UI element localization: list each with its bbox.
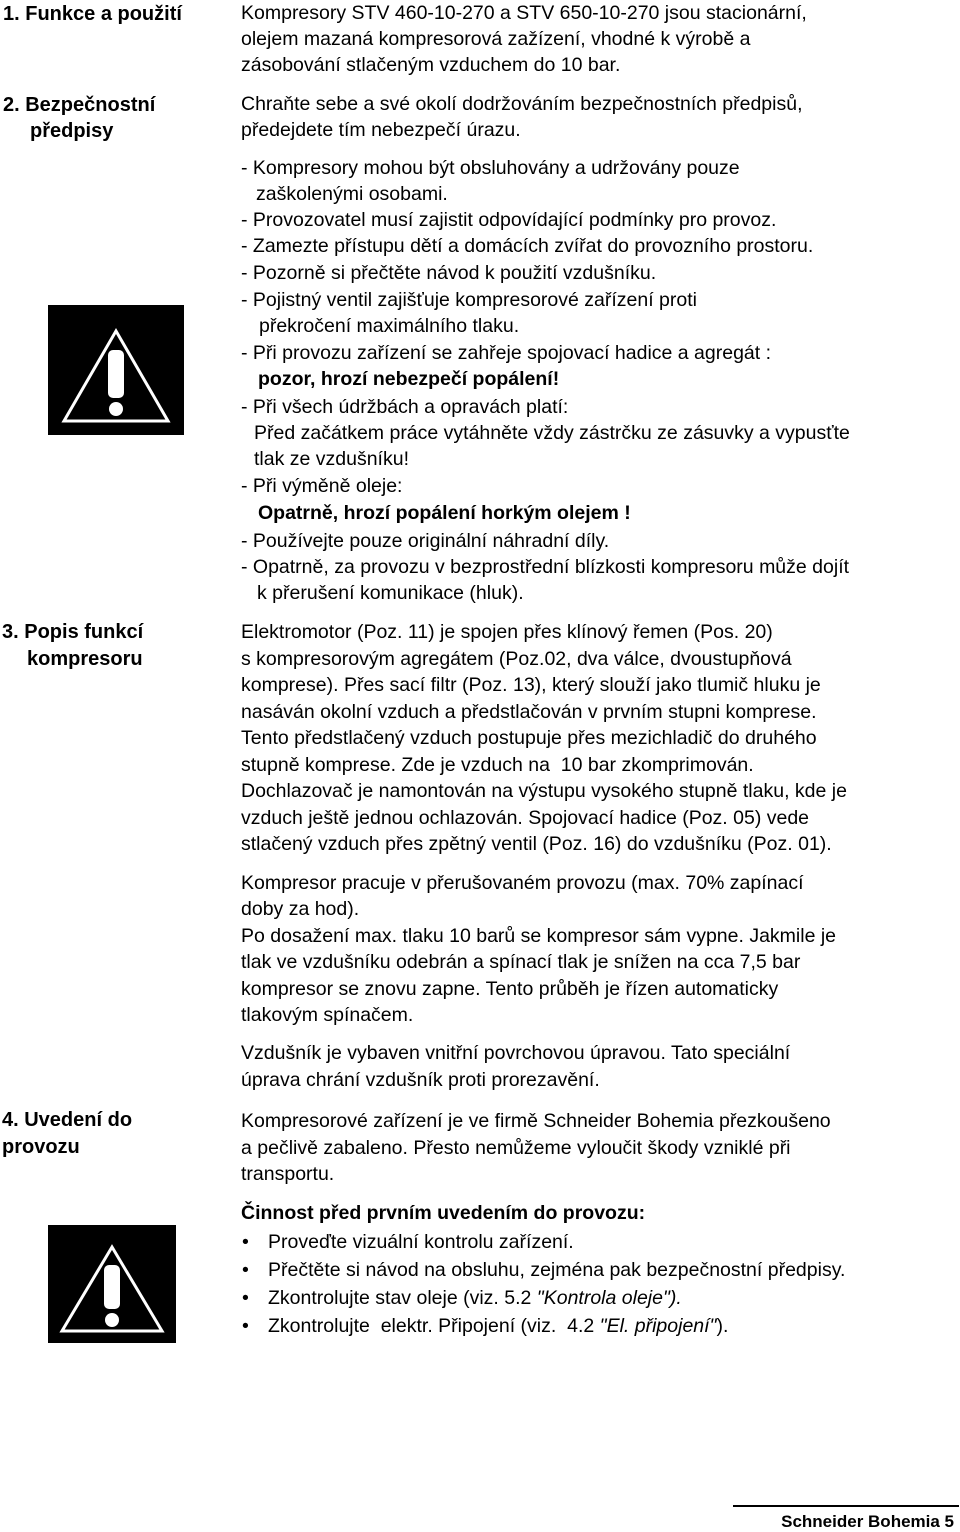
s2-warning-bold: Opatrně, hrozí popálení horkým olejem ! [258, 502, 631, 524]
s4-p1-line: Kompresorové zařízení je ve firmě Schneider Bohemia přezkoušeno [241, 1110, 831, 1132]
section-2-title-line2: předpisy [30, 120, 114, 142]
s3-p1-line: stupně komprese. Zde je vzduch na 10 bar zkomprimován. [241, 754, 754, 776]
s4-bullet-reference: "Kontrola oleje"). [536, 1287, 682, 1309]
s2-warning-bold: pozor, hrozí nebezpečí popálení! [258, 368, 560, 390]
s4-p1-line: a pečlivě zabaleno. Přesto nemůžeme vyloučit škody vzniklé při [241, 1137, 791, 1159]
s4-bullet-text: Zkontrolujte elektr. Připojení (viz. 4.2 [268, 1315, 600, 1337]
s2-intro-line: Chraňte sebe a své okolí dodržováním bezpečnostních předpisů, [241, 93, 803, 115]
s1-line: zásobování stlačeným vzduchem do 10 bar. [241, 54, 621, 76]
s1-line: olejem mazaná kompresorová zažízení, vhodné k výrobě a [241, 28, 751, 50]
section-4-title-line1: 4. Uvedení do [2, 1109, 133, 1131]
s2-item: - Při výměně oleje: [241, 475, 403, 497]
section-3-title-line1: 3. Popis funkcí [2, 621, 144, 643]
s2-item-cont: zaškolenými osobami. [256, 183, 448, 205]
s2-item-cont: Před začátkem práce vytáhněte vždy zástrčku ze zásuvky a vypusťte [254, 422, 850, 444]
s2-intro-line: předejdete tím nebezpečí úrazu. [241, 119, 521, 141]
s3-p2-line: Kompresor pracuje v přerušovaném provozu (max. 70% zapínací [241, 872, 804, 894]
s2-item: - Pozorně si přečtěte návod k použití vzdušníku. [241, 262, 657, 284]
s2-item: - Zamezte přístupu dětí a domácích zvířat do provozního prostoru. [241, 235, 814, 257]
s3-p2-line: tlakovým spínačem. [241, 1004, 414, 1026]
s1-line: Kompresory STV 460-10-270 a STV 650-10-270 jsou stacionární, [241, 2, 807, 24]
s2-item: - Opatrně, za provozu v bezprostřední blízkosti kompresoru může dojít [241, 556, 850, 578]
s2-item-cont: k přerušení komunikace (hluk). [257, 582, 524, 604]
s4-p1-line: transportu. [241, 1163, 335, 1185]
s2-item: - Používejte pouze originální náhradní díly. [241, 530, 610, 552]
s3-p1-line: stlačený vzduch přes zpětný ventil (Poz. 16) do vzdušníku (Poz. 01). [241, 833, 832, 855]
section-3-title-line2: kompresoru [27, 648, 143, 670]
s3-p1-line: Dochlazovač je namontován na výstupu vysokého stupně tlaku, kde je [241, 780, 847, 802]
s3-p3-line: úprava chrání vzdušník proti prorezavění. [241, 1069, 600, 1091]
s3-p2-line: kompresor se znovu zapne. Tento průběh je řízen automaticky [241, 978, 779, 1000]
section-2-title-line1: 2. Bezpečnostní [3, 94, 156, 116]
s3-p1-line: nasáván okolní vzduch a předstlačován v prvním stupni komprese. [241, 701, 817, 723]
s4-bullet-item: Přečtěte si návod na obsluhu, zejména pak bezpečnostní předpisy. [268, 1259, 846, 1281]
s3-p3-line: Vzdušník je vybaven vnitřní povrchovou úpravou. Tato speciální [241, 1042, 791, 1064]
page-footer: Schneider Bohemia 5 [781, 1512, 954, 1531]
warning-triangle-icon [48, 1225, 176, 1343]
s2-item: - Pojistný ventil zajišťuje kompresorové zařízení proti [241, 289, 697, 311]
bullet-marker: • [242, 1287, 249, 1309]
s2-item: - Při provozu zařízení se zahřeje spojovací hadice a agregát : [241, 342, 772, 364]
section-4-title-line2: provozu [2, 1136, 80, 1158]
s2-item: - Kompresory mohou být obsluhovány a udržovány pouze [241, 157, 740, 179]
s3-p2-line: Po dosažení max. tlaku 10 barů se kompresor sám vypne. Jakmile je [241, 925, 837, 947]
section-1-title: 1. Funkce a použití [3, 3, 182, 25]
bullet-marker: • [242, 1231, 249, 1253]
warning-triangle-icon [48, 305, 184, 435]
s3-p1-line: komprese). Přes sací filtr (Poz. 13), který slouží jako tlumič hluku je [241, 674, 821, 696]
s4-bullet-end: ). [716, 1315, 729, 1337]
s2-item: - Provozovatel musí zajistit odpovídající podmínky pro provoz. [241, 209, 777, 231]
s4-bullet-text: Zkontrolujte stav oleje (viz. 5.2 [268, 1287, 537, 1309]
s4-bullet-item [268, 1313, 728, 1339]
s3-p1-line: Elektromotor (Poz. 11) je spojen přes klínový řemen (Pos. 20) [241, 621, 773, 643]
s4-subheading: Činnost před prvním uvedením do provozu: [241, 1202, 646, 1224]
s3-p1-line: Tento předstlačený vzduch postupuje přes mezichladič do druhého [241, 727, 817, 749]
s3-p2-line: tlak ve vzdušníku odebrán a spínací tlak je snížen na cca 7,5 bar [241, 951, 801, 973]
bullet-marker: • [242, 1315, 249, 1337]
s4-bullet-item: Proveďte vizuální kontrolu zařízení. [268, 1231, 574, 1253]
s4-bullet-reference: "El. připojení" [599, 1315, 717, 1337]
s2-item-cont: překročení maximálního tlaku. [259, 315, 520, 337]
s2-item: - Při všech údržbách a opravách platí: [241, 396, 569, 418]
s3-p1-line: vzduch ještě jednou ochlazován. Spojovací hadice (Poz. 05) vede [241, 807, 810, 829]
s4-bullet-item [268, 1285, 682, 1311]
footer-rule [733, 1505, 959, 1507]
bullet-marker: • [242, 1259, 249, 1281]
s3-p2-line: doby za hod). [241, 898, 360, 920]
s3-p1-line: s kompresorovým agregátem (Poz.02, dva válce, dvoustupňová [241, 648, 792, 670]
s2-item-cont: tlak ze vzdušníku! [254, 448, 409, 470]
